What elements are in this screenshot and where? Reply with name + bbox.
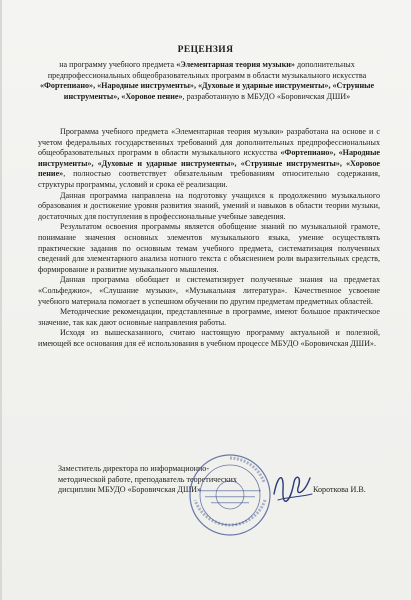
paragraph-1-text-c: , полностью соответствует обязательным требованиям относительно содержания, структуры программы, условий и срока её реализации. [38, 169, 380, 189]
paragraph-2: Данная программа направлена на подготовку учащихся к продолжению музыкального образования и достижение уровня развития знаний, умений и навыков в области теории музыки, достаточных для поступления в профессиональные учебные заведения. [38, 190, 380, 221]
position-line-2: методической работе, преподаватель теоретических [58, 474, 237, 484]
subject-text-3: , разработанную в МБУДО «Боровичская ДШИ» [182, 91, 351, 101]
subject-text-2: дополнительных предпрофессиональных общеобразовательных программ в области музыкального искусства [47, 60, 367, 80]
paragraph-5: Методические рекомендации, представленные в программе, имеют большое практическое значение, так как дают основные направления работы. [38, 307, 380, 327]
paragraph-6: Исходя из вышесказанного, считаю настоящую программу актуальной и полезной, имеющей все основания для её использования в учебном процессе МБУДО «Боровичская ДШИ». [38, 328, 380, 348]
review-body [38, 127, 380, 349]
position-line-1: Заместитель директора по информационно- [58, 464, 210, 473]
signatory-name: Короткова И.В. [313, 485, 366, 494]
paragraph-1 [38, 127, 380, 191]
position-line-3: дисциплин МБУДО «Боровичская ДШИ» [58, 485, 201, 495]
page-fold [0, 0, 2, 600]
paragraph-3: Результатом освоения программы является обобщение знаний по музыкальной грамоте, понимание значения основных элементов музыкального языка, умение осуществлять практические задания по основным темам учебного предмета, систематизация полученных сведений для элементарного анализа нотного текста с объяснением роли выразительных средств, формирование и развитие музыкального мышления. [38, 222, 380, 274]
official-stamp [185, 450, 275, 540]
handwritten-signature [268, 464, 316, 512]
paragraph-4: Данная программа обобщает и систематизирует полученные знания на предметах «Сольфеджио», «Слушание музыки», «Музыкальная литература». Качественное усвоение учебного материала помогает в успешном обучении по другим предметам предметных областей. [38, 275, 380, 306]
review-subject [38, 60, 376, 102]
subject-programs: «Фортепиано», «Народные инструменты», «Духовые и ударные инструменты», «Струнные инструменты», «Хоровое пение» [39, 81, 375, 101]
subject-course-name: «Элементарная теория музыки» [176, 60, 295, 69]
paragraph-1-text-a: Программа учебного предмета «Элементарная теория музыки» разработана на основе и с учетом федеральных государственных требований для дополнительных предпрофессиональных общеобразовательных программ в области музыкального искусства [38, 127, 380, 158]
document-title: РЕЦЕНЗИЯ [177, 45, 234, 55]
subject-text-1: на программу учебного предмета [59, 60, 177, 69]
paragraph-1-programs: «Фортепиано», «Народные инструменты», «Духовые и ударные инструменты», «Струнные инструменты», «Хоровое пение» [38, 148, 380, 179]
